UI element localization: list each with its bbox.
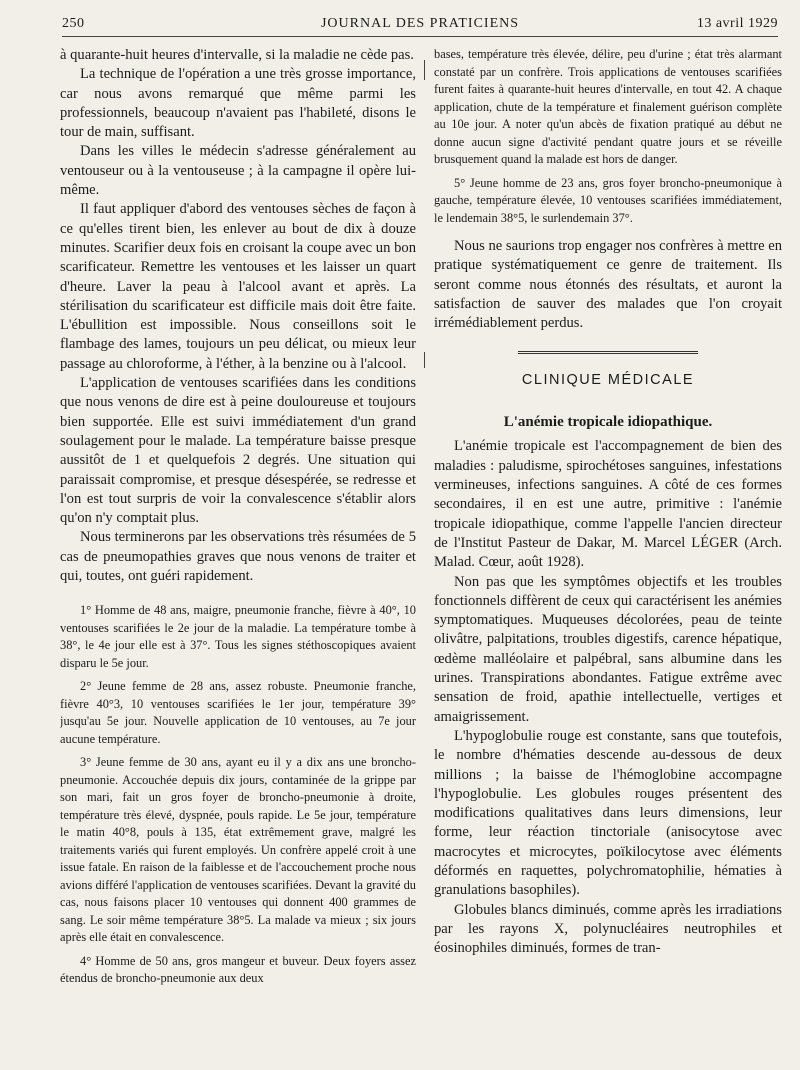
paragraph: Dans les villes le médecin s'adresse généralement au ventouseur ou à la ventouseuse ; à la campagne il opère lui-même. [60,143,416,199]
conclusion-paragraph: Nous ne saurions trop engager nos confrères à mettre en pratique systématiquement ce genre de traitement. Ils seront comme nous étonnés des résultats, et auront la satisfaction de sauver des malades que l'on croyait irrémédiablement perdus. [434,238,782,332]
case-observation: 2° Jeune femme de 28 ans, assez robuste. Pneumonie franche, fièvre 40°3, 10 ventouses scarifiées le 1er jour, température 39° jusqu'au 5e jour. Nouvelle application de 10 ventouses, au 7e jour aucune température. [60,679,416,746]
case-observation: 4° Homme de 50 ans, gros mangeur et buveur. Deux foyers assez étendus de broncho-pneumonie aux deux [60,953,416,986]
journal-title: JOURNAL DES PRATICIENS [320,16,520,31]
header-rule [62,36,778,37]
paragraph: Globules blancs diminués, comme après les irradiations par les rayons X, polynucléaires neutrophiles et éosinophiles diminués, formes de tran- [434,901,782,957]
paragraph: Nous terminerons par les observations très résumées de 5 cas de pneumopathies graves que nous venons de traiter et qui, toutes, ont guéri rapidement. [60,529,416,585]
issue-date: 13 avril 1929 [696,16,778,31]
page-header [62,12,778,36]
paragraph: L'hypoglobulie rouge est constante, sans que toutefois, le nombre d'hématies descende au-dessous de deux millions ; la baisse de l'hémoglobine accompagne l'hypoglobulie. Les globules rouges présentent des modifications qualitatives dans leurs dimensions, leur forme, leur réaction tinctoriale (anisocytose avec macrocytes et microcytes, poïkilocytose avec éléments déformés en raquettes, polychromatophilie, hématies à granulations basophiles). [434,727,782,899]
paragraph: L'anémie tropicale est l'accompagnement de bien des maladies : paludisme, spirochétoses sanguines, infestations vermineuses, infections sanguines. A côté de ces formes secondaires, il en est une autre, primitive : l'anémie tropicale idiopathique, comme l'appelle l'ancien directeur de l'Institut Pasteur de Dakar, M. Marcel LÉGER (Arch. Malad. Cœur, août 1928). [434,438,782,571]
paragraph: Non pas que les symptômes objectifs et les troubles fonctionnels diffèrent de ceux qui caractérisent les anémies symptomatiques. Muqueuses décolorées, peau de teinte olivâtre, palpitations, troubles digestifs, carence hépatique, œdème malléolaire et palpébral, sans albumine dans les urines. Transpirations abondantes. Fatigue extrême avec sensation de froid, apathie intellectuelle, vertiges et amaigrissement. [434,573,782,725]
right-column [434,46,782,959]
column-divider [424,60,425,80]
paragraph: La technique de l'opération a une très grosse importance, car nous avons remarqué que même parmi les professionnels, beaucoup n'avaient pas l'habileté, disons le tour de main, suffisant. [60,66,416,141]
paragraph: à quarante-huit heures d'intervalle, si la maladie ne cède pas. [60,47,414,63]
case-observation-continued: bases, température très élevée, délire, peu d'urine ; état très alarmant constaté par un confrère. Trois applications de ventouses scarifiées furent faites à quarante-huit heures d'intervalle, en tout 42. A chaque application, chute de la température et finalement guérison complète au 10e jour. A noter qu'un abcès de fixation pratiqué au début ne donne aucun signe d'activité pendant quatre jours et se réveille brusquement quand la malade est hors de danger. [434,47,782,166]
paragraph: Il faut appliquer d'abord des ventouses sèches de façon à ce qu'elles tirent bien, les enlever au bout de dix à douze minutes. Scarifier deux fois en croisant la coupe avec un bon scarificateur. Remettre les ventouses et les laisser un quart d'heure. Laver la peau à l'alcool avant et après. La stérilisation du scarificateur est difficile mais doit être faite. L'ébullition est impossible. Nous conseillons soit le flambage des lames, toujours un peu délicat, ou mieux leur passage au chloroforme, à l'éther, à la benzine ou à l'alcool. [60,201,416,372]
paragraph: L'application de ventouses scarifiées dans les conditions que nous venons de dire est à peine douloureuse et toujours bien supportée. Elle est suivi immédiatement d'un grand soulagement pour le malade. La température baisse presque aussitôt de 1 et quelquefois 2 degrés. Une situation qui paraissait compromise, et presque désespérée, se redresse et l'on est tout surpris de voir la convalescence s'établir alors qu'on n'y comptait plus. [60,375,416,527]
case-observation: 3° Jeune femme de 30 ans, ayant eu il y a dix ans une broncho-pneumonie. Accouchée depuis dix jours, contaminée de la grippe par son mari, fait un gros foyer de broncho-pneumonie à droite, température très élevé, dyspnée, pouls rapide. Le 5e jour, température le matin 40°8, pouls à 135, état extrêmement grave, malgré les traitements variés qui furent employés. Un confrère appelé croit à une issue fatale. En raison de la faiblesse et de l'accouchement proche nous avions différé l'application de ventouses scarifiées. Devant la gravité du cas, nous faisons placer 10 ventouses qui donnent 400 grammes de sang. Le soir même température 38°5. La malade va mieux ; six jours après elle était en convalescence. [60,755,416,945]
case-observation: 1° Homme de 48 ans, maigre, pneumonie franche, fièvre à 40°, 10 ventouses scarifiées le 2e jour de la maladie. La température tombe à 38°, le 4e jour elle est à 37°. Tous les signes stéthoscopiques avaient disparu le 5e jour. [60,603,416,670]
case-observation: 5° Jeune homme de 23 ans, gros foyer broncho-pneumonique à gauche, température élevée, 10 ventouses scarifiées immédiatement, le lendemain 38°5, le surlendemain 37°. [434,175,782,225]
section-divider [518,351,698,356]
article-title: L'anémie tropicale idiopathique. [503,414,713,431]
column-divider [424,352,425,368]
left-column [60,46,416,988]
page-number: 250 [62,16,85,31]
section-heading: CLINIQUE MÉDICALE [521,372,695,389]
